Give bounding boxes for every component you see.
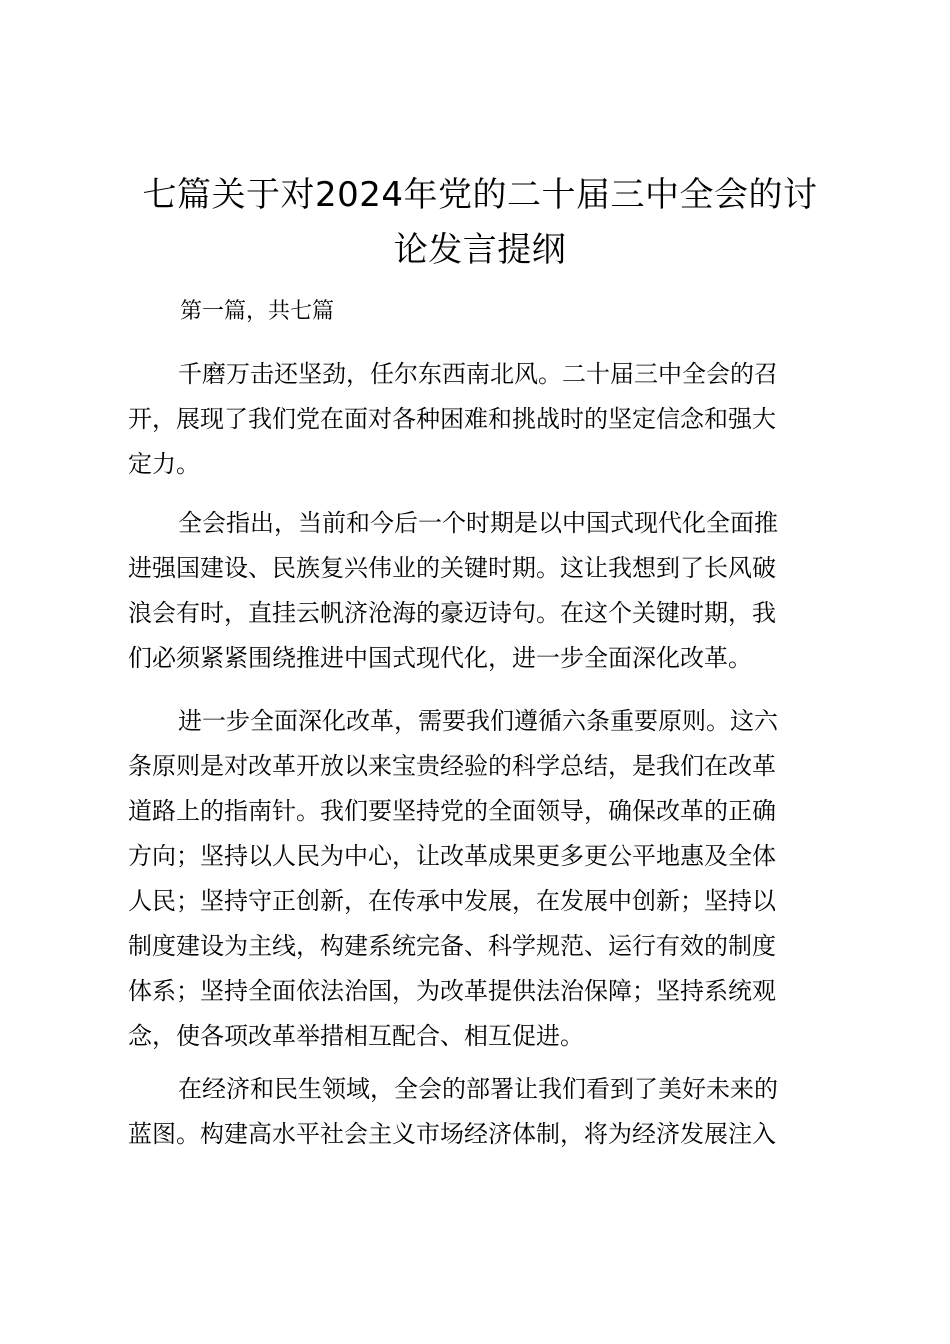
text-line: 方向；坚持以人民为中心，让改革成果更多更公平地惠及全体	[128, 842, 776, 870]
paragraph-3	[128, 699, 840, 1059]
title-line-2: 论发言提纲	[393, 230, 567, 270]
paragraph-4	[128, 1067, 840, 1157]
text-line: 体系；坚持全面依法治国，为改革提供法治保障；坚持系统观	[128, 977, 776, 1005]
text-line: 们必须紧紧围绕推进中国式现代化，进一步全面深化改革。	[128, 644, 752, 672]
text-line: 制度建设为主线，构建系统完备、科学规范、运行有效的制度	[128, 932, 776, 960]
text-line: 进强国建设、民族复兴伟业的关键时期。这让我想到了长风破	[128, 554, 776, 582]
text-line: 蓝图。构建高水平社会主义市场经济体制，将为经济发展注入	[128, 1120, 776, 1148]
text-line: 千磨万击还坚劲，任尔东西南北风。二十届三中全会的召	[178, 360, 778, 388]
text-line: 人民；坚持守正创新，在传承中发展，在发展中创新；坚持以	[128, 887, 776, 915]
paragraph-2	[128, 501, 840, 681]
title-line-1: 七篇关于对2024年党的二十届三中全会的讨	[142, 175, 818, 215]
text-line: 条原则是对改革开放以来宝贵经验的科学总结，是我们在改革	[128, 752, 776, 780]
text-line: 道路上的指南针。我们要坚持党的全面领导，确保改革的正确	[128, 797, 776, 825]
text-line: 进一步全面深化改革，需要我们遵循六条重要原则。这六	[178, 707, 778, 735]
document-title	[120, 168, 840, 278]
text-line: 开，展现了我们党在面对各种困难和挑战时的坚定信念和强大	[128, 405, 776, 433]
text-line: 在经济和民生领域，全会的部署让我们看到了美好未来的	[178, 1075, 778, 1103]
text-line: 念，使各项改革举措相互配合、相互促进。	[128, 1022, 584, 1050]
text-line: 浪会有时，直挂云帆济沧海的豪迈诗句。在这个关键时期，我	[128, 599, 776, 627]
subheading: 第一篇，共七篇	[180, 299, 335, 324]
text-line: 全会指出，当前和今后一个时期是以中国式现代化全面推	[178, 509, 778, 537]
paragraph-1	[128, 352, 840, 487]
text-line: 定力。	[128, 450, 200, 478]
